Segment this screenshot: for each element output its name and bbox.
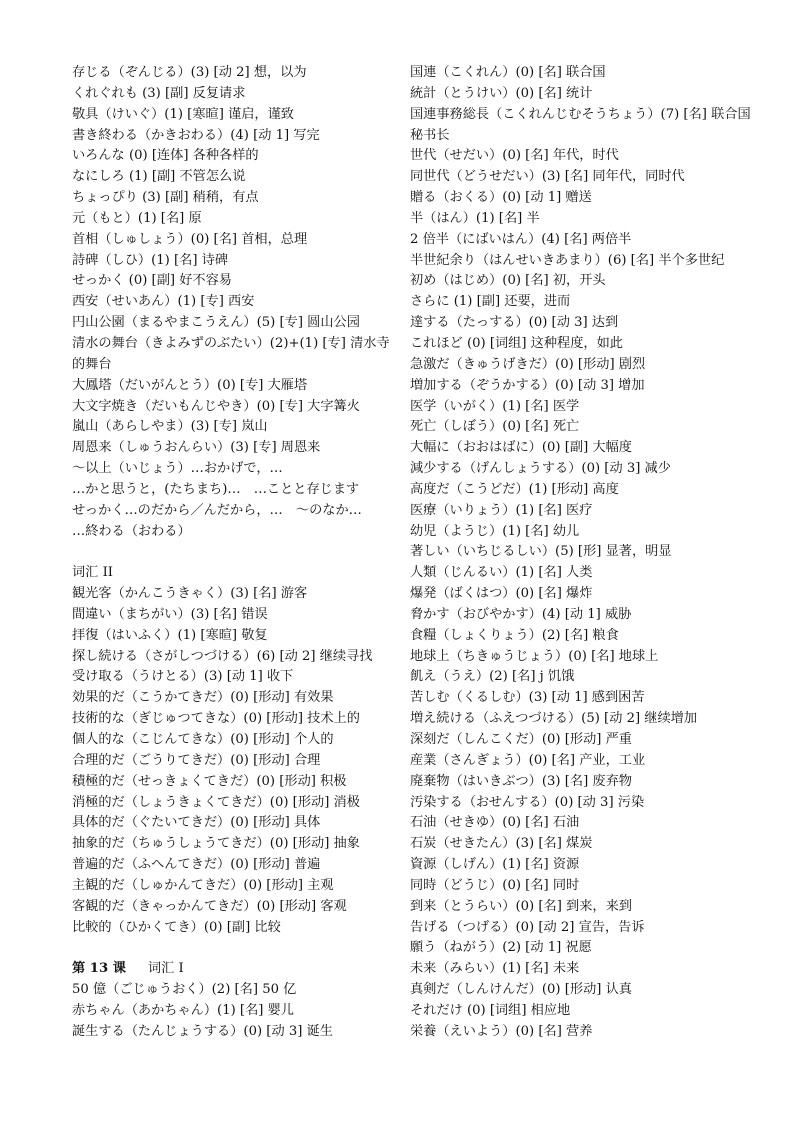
vocab-entry: 首相（しゅしょう）(0) [名] 首相，总理 <box>72 231 308 247</box>
vocab-entry: さらに (1) [副] 还要，进而 <box>410 294 571 310</box>
vocab-entry: 清水の舞台（きよみずのぶたい）(2)+(1) [专] 清水寺的舞台 <box>72 335 390 372</box>
vocab-entry: 真剣だ（しんけんだ）(0) [形动] 认真 <box>410 982 632 998</box>
vocab-entry: 書き終わる（かきおわる）(4) [动 1] 写完 <box>72 127 320 143</box>
vocab-entry: 贈る（おくる）(0) [动 1] 赠送 <box>410 190 592 206</box>
vocab-entry: 嵐山（あらしやま）(3) [专] 岚山 <box>72 419 268 435</box>
grammar-pattern: …終わる（おわる） <box>72 523 191 539</box>
vocab-entry: 円山公園（まるやまこうえん）(5) [专] 圆山公园 <box>72 315 360 331</box>
vocab-entry: 合理的だ（ごうりてきだ）(0) [形动] 合理 <box>72 752 321 768</box>
vocab-entry: 増加する（ぞうかする）(0) [动 3] 增加 <box>410 377 645 393</box>
vocab-entry: 国連（こくれん）(0) [名] 联合国 <box>410 65 606 80</box>
vocab-entry: 大文字焼き（だいもんじやき）(0) [专] 大字篝火 <box>72 398 360 414</box>
vocab-entry: 地球上（ちきゅうじょう）(0) [名] 地球上 <box>410 648 659 664</box>
vocab-block-1 <box>72 63 392 542</box>
vocab-entry: 幼児（ようじ）(1) [名] 幼儿 <box>410 523 580 539</box>
right-column <box>410 63 760 1043</box>
vocab-entry: 到来（とうらい）(0) [名] 到来，来到 <box>410 898 632 914</box>
vocab-entry: 飢え（うえ）(2) [名] j 饥饿 <box>410 669 575 685</box>
vocab-entry: 受け取る（うけとる）(3) [动 1] 收下 <box>72 669 294 685</box>
vocab-entry: 観光客（かんこうきゃく）(3) [名] 游客 <box>72 586 308 602</box>
grammar-pattern: ～以上（いじょう）…おかげで，… <box>72 461 283 477</box>
vocab-entry: 石炭（せきたん）(3) [名] 煤炭 <box>410 836 593 852</box>
grammar-pattern: せっかく…のだから／んだから，… ～のなか… <box>72 502 362 518</box>
vocab-entry: 国連事務総長（こくれんじむそうちょう）(7) [名] 联合国秘书长 <box>410 106 751 143</box>
vocab-entry: 周恩来（しゅうおんらい）(3) [专] 周恩来 <box>72 440 321 456</box>
vocab-entry: 普遍的だ（ふへんてきだ）(0) [形动] 普遍 <box>72 857 321 873</box>
vocab-entry: 著しい（いちじるしい）(5) [形] 显著，明显 <box>410 544 672 560</box>
vocab-entry: 同世代（どうせだい）(3) [名] 同年代，同时代 <box>410 169 685 185</box>
vocab-entry: 減少する（げんしょうする）(0) [动 3] 减少 <box>410 461 671 477</box>
vocab-entry: これほど (0) [词组] 这种程度，如此 <box>410 335 623 351</box>
vocab-entry: 達する（たっする）(0) [动 3] 达到 <box>410 315 619 331</box>
vocab-entry: 詩碑（しひ）(1) [名] 诗碑 <box>72 252 229 268</box>
vocab-entry: せっかく (0) [副] 好不容易 <box>72 273 232 289</box>
vocab-entry: いろんな (0) [连体] 各种各样的 <box>72 148 259 164</box>
vocab-entry: 客観的だ（きゃっかんてきだ）(0) [形动] 客观 <box>72 898 347 914</box>
lesson-heading <box>72 959 392 980</box>
vocab-entry: 敬具（けいぐ）(1) [寒暄] 谨启，谨致 <box>72 106 294 122</box>
vocab-entry: 死亡（しぼう）(0) [名] 死亡 <box>410 419 580 435</box>
spacer <box>72 938 392 959</box>
vocab-entry: 誕生する（たんじょうする）(0) [动 3] 诞生 <box>72 1023 333 1039</box>
vocab-entry: 大幅に（おおはばに）(0) [副] 大幅度 <box>410 440 632 456</box>
vocab-entry: 告げる（つげる）(0) [动 2] 宣告，告诉 <box>410 919 645 935</box>
vocab-entry: 主観的だ（しゅかんてきだ）(0) [形动] 主观 <box>72 877 334 893</box>
vocab-block-2 <box>72 584 392 938</box>
vocab-entry: 統計（とうけい）(0) [名] 统计 <box>410 85 593 101</box>
vocab-entry: 急激だ（きゅうげきだ）(0) [形动] 剧烈 <box>410 356 646 372</box>
vocab-entry: 拝復（はいふく）(1) [寒暄] 敬复 <box>72 627 268 643</box>
lesson-vocab-label: 词汇 I <box>147 961 184 977</box>
vocab-entry: 苦しむ（くるしむ）(3) [动 1] 感到困苦 <box>410 690 645 706</box>
vocab-entry: 願う（ねがう）(2) [动 1] 祝愿 <box>410 940 592 956</box>
vocab-entry: 深刻だ（しんこくだ）(0) [形动] 严重 <box>410 732 632 747</box>
vocab-entry: 人類（じんるい）(1) [名] 人类 <box>410 565 593 581</box>
vocab-entry: 消極的だ（しょうきょくてきだ）(0) [形动] 消极 <box>72 794 360 810</box>
vocab-entry: 汚染する（おせんする）(0) [动 3] 污染 <box>410 794 645 810</box>
vocab-entry: 産業（さんぎょう）(0) [名] 产业，工业 <box>410 752 646 768</box>
vocab-entry: 大鳳塔（だいがんとう）(0) [专] 大雁塔 <box>72 377 308 393</box>
left-column <box>72 63 392 1043</box>
vocab-entry: 食糧（しょくりょう）(2) [名] 粮食 <box>410 627 619 643</box>
vocab-entry: 技術的な（ぎじゅつてきな）(0) [形动] 技术上的 <box>72 711 360 727</box>
vocab-entry: 半（はん）(1) [名] 半 <box>410 210 540 226</box>
vocab-block-3 <box>72 980 392 1043</box>
vocab-entry: 脅かす（おびやかす）(4) [动 1] 威胁 <box>410 606 632 622</box>
vocab-entry: 積極的だ（せっきょくてきだ）(0) [形动] 积极 <box>72 773 347 789</box>
vocab-entry: 元（もと）(1) [名] 原 <box>72 210 202 226</box>
vocab-entry: 増え続ける（ふえつづける）(5) [动 2] 继续增加 <box>410 711 698 727</box>
vocab-entry: 間違い（まちがい）(3) [名] 错误 <box>72 606 268 622</box>
vocab-entry: それだけ (0) [词组] 相应地 <box>410 1002 571 1018</box>
vocab-entry: 効果的だ（こうかてきだ）(0) [形动] 有效果 <box>72 690 334 706</box>
vocab-entry: 世代（せだい）(0) [名] 年代，时代 <box>410 148 619 164</box>
vocab-entry: 探し続ける（さがしつづける）(6) [动 2] 继续寻找 <box>72 648 373 664</box>
vocab-entry: 存じる（ぞんじる）(3) [动 2] 想，以为 <box>72 65 307 80</box>
vocab-entry: 医療（いりょう）(1) [名] 医疗 <box>410 502 593 518</box>
vocab-entry: 抽象的だ（ちゅうしょうてきだ）(0) [形动] 抽象 <box>72 836 360 852</box>
vocab-entry: 具体的だ（ぐたいてきだ）(0) [形动] 具体 <box>72 815 321 831</box>
vocab-entry: なにしろ (1) [副] 不管怎么说 <box>72 169 246 185</box>
vocab-entry: 2 倍半（にばいはん）(4) [名] 两倍半 <box>410 231 632 247</box>
vocab-entry: 未来（みらい）(1) [名] 未来 <box>410 961 580 977</box>
lesson-number: 第 13 课 <box>72 961 126 977</box>
vocab-entry: 医学（いがく）(1) [名] 医学 <box>410 398 580 414</box>
vocab-entry: 廃棄物（はいきぶつ）(3) [名] 废弃物 <box>410 773 632 789</box>
vocab-entry: 比較的（ひかくてき）(0) [副] 比较 <box>72 919 281 935</box>
vocab-entry: 個人的な（こじんてきな）(0) [形动] 个人的 <box>72 732 334 747</box>
vocab-entry: 高度だ（こうどだ）(1) [形动] 高度 <box>410 481 619 497</box>
vocab-entry: 50 億（ごじゅうおく）(2) [名] 50 亿 <box>72 982 297 998</box>
vocab-entry: 初め（はじめ）(0) [名] 初，开头 <box>410 273 606 289</box>
vocab-entry: 栄養（えいよう）(0) [名] 营养 <box>410 1023 593 1039</box>
vocab-entry: ちょっぴり (3) [副] 稍稍，有点 <box>72 190 259 206</box>
spacer <box>72 542 392 563</box>
vocab-entry: くれぐれも (3) [副] 反复请求 <box>72 85 246 101</box>
vocab-entry: 爆発（ばくはつ）(0) [名] 爆炸 <box>410 586 593 602</box>
vocab-entry: 同時（どうじ）(0) [名] 同时 <box>410 877 580 893</box>
vocab-entry: 資源（しげん）(1) [名] 资源 <box>410 857 580 873</box>
grammar-pattern: …かと思うと，(たちまち)… …ことと存じます <box>72 481 360 497</box>
vocab-entry: 石油（せきゆ）(0) [名] 石油 <box>410 815 580 831</box>
vocab-entry: 西安（せいあん）(1) [专] 西安 <box>72 294 255 310</box>
vocab-entry: 赤ちゃん（あかちゃん）(1) [名] 婴儿 <box>72 1002 294 1018</box>
vocab-entry: 半世紀余り（はんせいきあまり）(6) [名] 半个多世纪 <box>410 252 725 268</box>
section-heading: 词汇 II <box>72 565 113 581</box>
